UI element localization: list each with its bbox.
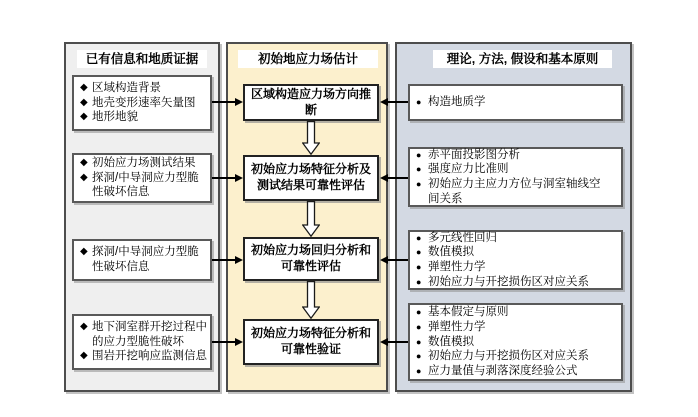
circle-bullet-icon: ● — [416, 366, 422, 377]
list-item — [416, 177, 607, 206]
circle-bullet-icon: ● — [416, 232, 422, 243]
theory-box-2 — [408, 147, 623, 207]
list-item — [80, 245, 208, 274]
list-item-text: 数值模拟 — [428, 335, 474, 348]
list-item-text: 初始应力与开挖损伤区对应关系 — [428, 275, 589, 288]
list-item-text: 应力量值与剥落深度经验公式 — [428, 365, 578, 378]
list-item-text: 围岩开挖响应监测信息 — [92, 350, 207, 363]
right-arrowhead-icon — [235, 174, 243, 182]
list-item-text: 强度应力比准则 — [428, 163, 509, 176]
list-item — [416, 349, 607, 364]
list-item — [416, 231, 607, 246]
circle-bullet-icon: ● — [416, 336, 422, 347]
list-item — [80, 156, 208, 171]
list-item-text: 初始应力主应力方位与洞室轴线空间关系 — [428, 178, 601, 205]
left-connector-line-2 — [212, 177, 236, 179]
step-box-1: 区域构造应力场方向推断 — [243, 84, 379, 121]
theory-box-1 — [408, 84, 623, 121]
circle-bullet-icon: ● — [416, 262, 422, 272]
middle-column-title: 初始地应力场估计 — [238, 50, 378, 68]
list-item-text: 多元线性回归 — [428, 231, 497, 244]
list-item — [416, 320, 607, 335]
list-item-text: 基本假定与原则 — [428, 306, 509, 319]
circle-bullet-icon: ● — [416, 247, 422, 258]
list-item-text: 探洞/中导洞应力型脆性破坏信息 — [92, 171, 199, 199]
list-item — [416, 275, 607, 290]
circle-bullet-icon: ● — [416, 179, 422, 189]
list-item — [416, 305, 607, 320]
list-item — [416, 148, 607, 163]
list-item — [416, 335, 607, 350]
right-connector-line-2 — [387, 177, 408, 179]
diamond-bullet-icon: ◆ — [80, 246, 88, 258]
right-arrowhead-icon — [235, 98, 243, 106]
list-item-text: 构造地质学 — [428, 96, 486, 109]
list-item — [80, 349, 208, 364]
list-item — [416, 162, 607, 177]
diamond-bullet-icon: ◆ — [80, 171, 88, 183]
left-column-title: 已有信息和地质证据 — [77, 50, 207, 68]
list-item-text: 数值模拟 — [428, 246, 474, 259]
right-connector-line-4 — [387, 341, 408, 343]
list-item — [80, 96, 208, 111]
list-item-text: 地壳变形速率矢量图 — [92, 96, 196, 109]
step-box-3: 初始应力场回归分析和可靠性评估 — [243, 237, 379, 281]
list-item — [80, 81, 208, 96]
list-item-text: 赤平面投影图分析 — [428, 148, 520, 161]
evidence-box-4 — [72, 314, 212, 370]
step-box-2: 初始应力场特征分析及测试结果可靠性评估 — [243, 155, 379, 201]
right-arrowhead-icon — [235, 338, 243, 346]
list-item — [416, 364, 607, 379]
list-item-text: 初始应力场测试结果 — [92, 156, 196, 169]
diamond-bullet-icon: ◆ — [80, 156, 88, 168]
diamond-bullet-icon: ◆ — [80, 96, 88, 108]
circle-bullet-icon: ● — [416, 276, 422, 287]
theory-box-3 — [408, 230, 623, 290]
list-item-text: 地下洞室群开挖过程中的应力型脆性破坏 — [92, 320, 207, 348]
down-arrow-icon — [302, 281, 320, 319]
list-item-text: 初始应力与开挖损伤区对应关系 — [428, 350, 589, 363]
list-item-text: 探洞/中导洞应力型脆性破坏信息 — [92, 246, 199, 273]
circle-bullet-icon: ● — [416, 164, 422, 175]
evidence-box-1 — [72, 75, 212, 131]
right-connector-line-3 — [387, 259, 408, 261]
step-box-4: 初始应力场特征分析和可靠性验证 — [243, 319, 379, 365]
circle-bullet-icon: ● — [416, 149, 422, 160]
diamond-bullet-icon: ◆ — [80, 81, 88, 93]
circle-bullet-icon: ● — [416, 351, 422, 362]
down-arrow-icon — [302, 201, 320, 237]
list-item-text: 区域构造背景 — [92, 81, 161, 94]
circle-bullet-icon: ● — [416, 321, 422, 332]
diamond-bullet-icon: ◆ — [80, 111, 88, 123]
list-item — [416, 245, 607, 260]
list-item — [80, 171, 208, 200]
right-connector-line-1 — [387, 101, 408, 103]
list-item — [416, 260, 607, 275]
evidence-box-3 — [72, 239, 212, 281]
theory-box-4 — [408, 303, 623, 381]
right-arrowhead-icon — [235, 256, 243, 264]
diamond-bullet-icon: ◆ — [80, 350, 88, 362]
circle-bullet-icon: ● — [416, 97, 422, 108]
list-item — [80, 110, 208, 125]
list-item — [80, 320, 208, 349]
list-item — [416, 95, 607, 110]
list-item-text: 地形地貌 — [92, 111, 138, 124]
list-item-text: 弹塑性力学 — [428, 320, 486, 333]
right-column-title: 理论, 方法, 假设和基本原则 — [433, 50, 612, 68]
left-connector-line-1 — [212, 101, 236, 103]
diamond-bullet-icon: ◆ — [80, 320, 88, 332]
circle-bullet-icon: ● — [416, 307, 422, 318]
down-arrow-icon — [302, 121, 320, 155]
evidence-box-2 — [72, 153, 212, 203]
left-connector-line-3 — [212, 259, 236, 261]
left-connector-line-4 — [212, 341, 236, 343]
list-item-text: 弹塑性力学 — [428, 261, 486, 273]
